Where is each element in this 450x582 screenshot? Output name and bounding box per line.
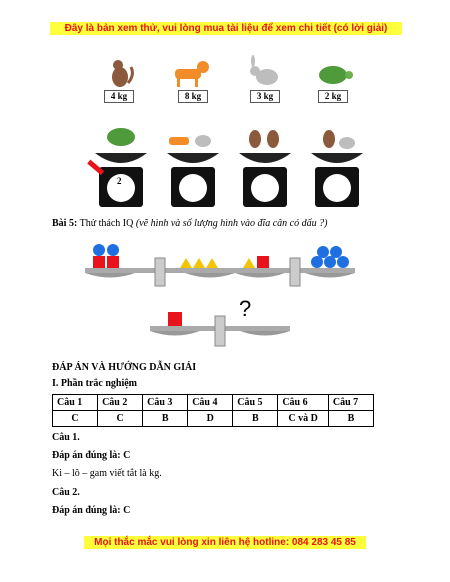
table-header-cell: Câu 1	[53, 395, 98, 411]
preview-banner: Đây là bản xem thử, vui lòng mua tài liệu để xem chi tiết (có lời giải)	[50, 22, 402, 35]
answers-title: ĐÁP ÁN VÀ HƯỚNG DẪN GIẢI	[52, 362, 197, 373]
table-header-cell: Câu 5	[233, 395, 278, 411]
answer-table	[52, 394, 374, 427]
balance-scale-icon	[85, 244, 235, 286]
question-mark: ?	[239, 296, 252, 321]
cau2-answer: Đáp án đúng là: C	[52, 505, 131, 516]
table-cell: C	[53, 411, 98, 427]
table-cell: B	[328, 411, 373, 427]
cau2-heading: Câu 2.	[52, 487, 80, 498]
table-row	[53, 411, 374, 427]
table-header-cell: Câu 6	[278, 395, 329, 411]
table-header-cell: Câu 2	[98, 395, 143, 411]
table-header-cell: Câu 4	[188, 395, 233, 411]
table-header-row	[53, 395, 374, 411]
weight-label: 3 kg	[250, 90, 280, 103]
table-cell: D	[188, 411, 233, 427]
table-header-cell: Câu 3	[143, 395, 188, 411]
cau1-answer: Đáp án đúng là: C	[52, 450, 131, 461]
scale-number: 2	[117, 176, 122, 186]
table-cell: C và D	[278, 411, 329, 427]
table-cell: B	[233, 411, 278, 427]
balance-scale-icon	[235, 246, 355, 286]
dog-icon	[175, 61, 209, 87]
weight-label: 4 kg	[104, 90, 134, 103]
scale-icon	[167, 135, 219, 207]
weight-label: 2 kg	[318, 90, 348, 103]
balance-scale-icon	[150, 312, 290, 346]
table-cell: C	[98, 411, 143, 427]
cat-icon	[112, 60, 132, 87]
balance-puzzle-figure	[85, 238, 365, 356]
weight-label: 8 kg	[178, 90, 208, 103]
cau1-heading: Câu 1.	[52, 432, 80, 443]
section-title: I. Phần trắc nghiệm	[52, 378, 137, 389]
turtle-icon	[319, 66, 353, 84]
table-header-cell: Câu 7	[328, 395, 373, 411]
bai5-instruction: (vẽ hình và số lượng hình vào đĩa cân có dấu ?)	[135, 218, 328, 229]
cau1-explanation: Ki – lô – gam viết tắt là kg.	[52, 468, 162, 479]
scale-icon	[239, 130, 291, 207]
table-cell: B	[143, 411, 188, 427]
rabbit-icon	[250, 55, 278, 85]
scale-icon	[95, 128, 147, 207]
bai5-text: Thử thách IQ	[79, 218, 134, 229]
scales-figure	[85, 115, 375, 210]
hotline-banner: Mọi thắc mắc vui lòng xin liên hệ hotline: 084 283 45 85	[84, 536, 366, 549]
bai5-line	[52, 218, 327, 229]
bai5-label: Bài 5:	[52, 218, 78, 229]
scale-icon	[311, 130, 363, 207]
